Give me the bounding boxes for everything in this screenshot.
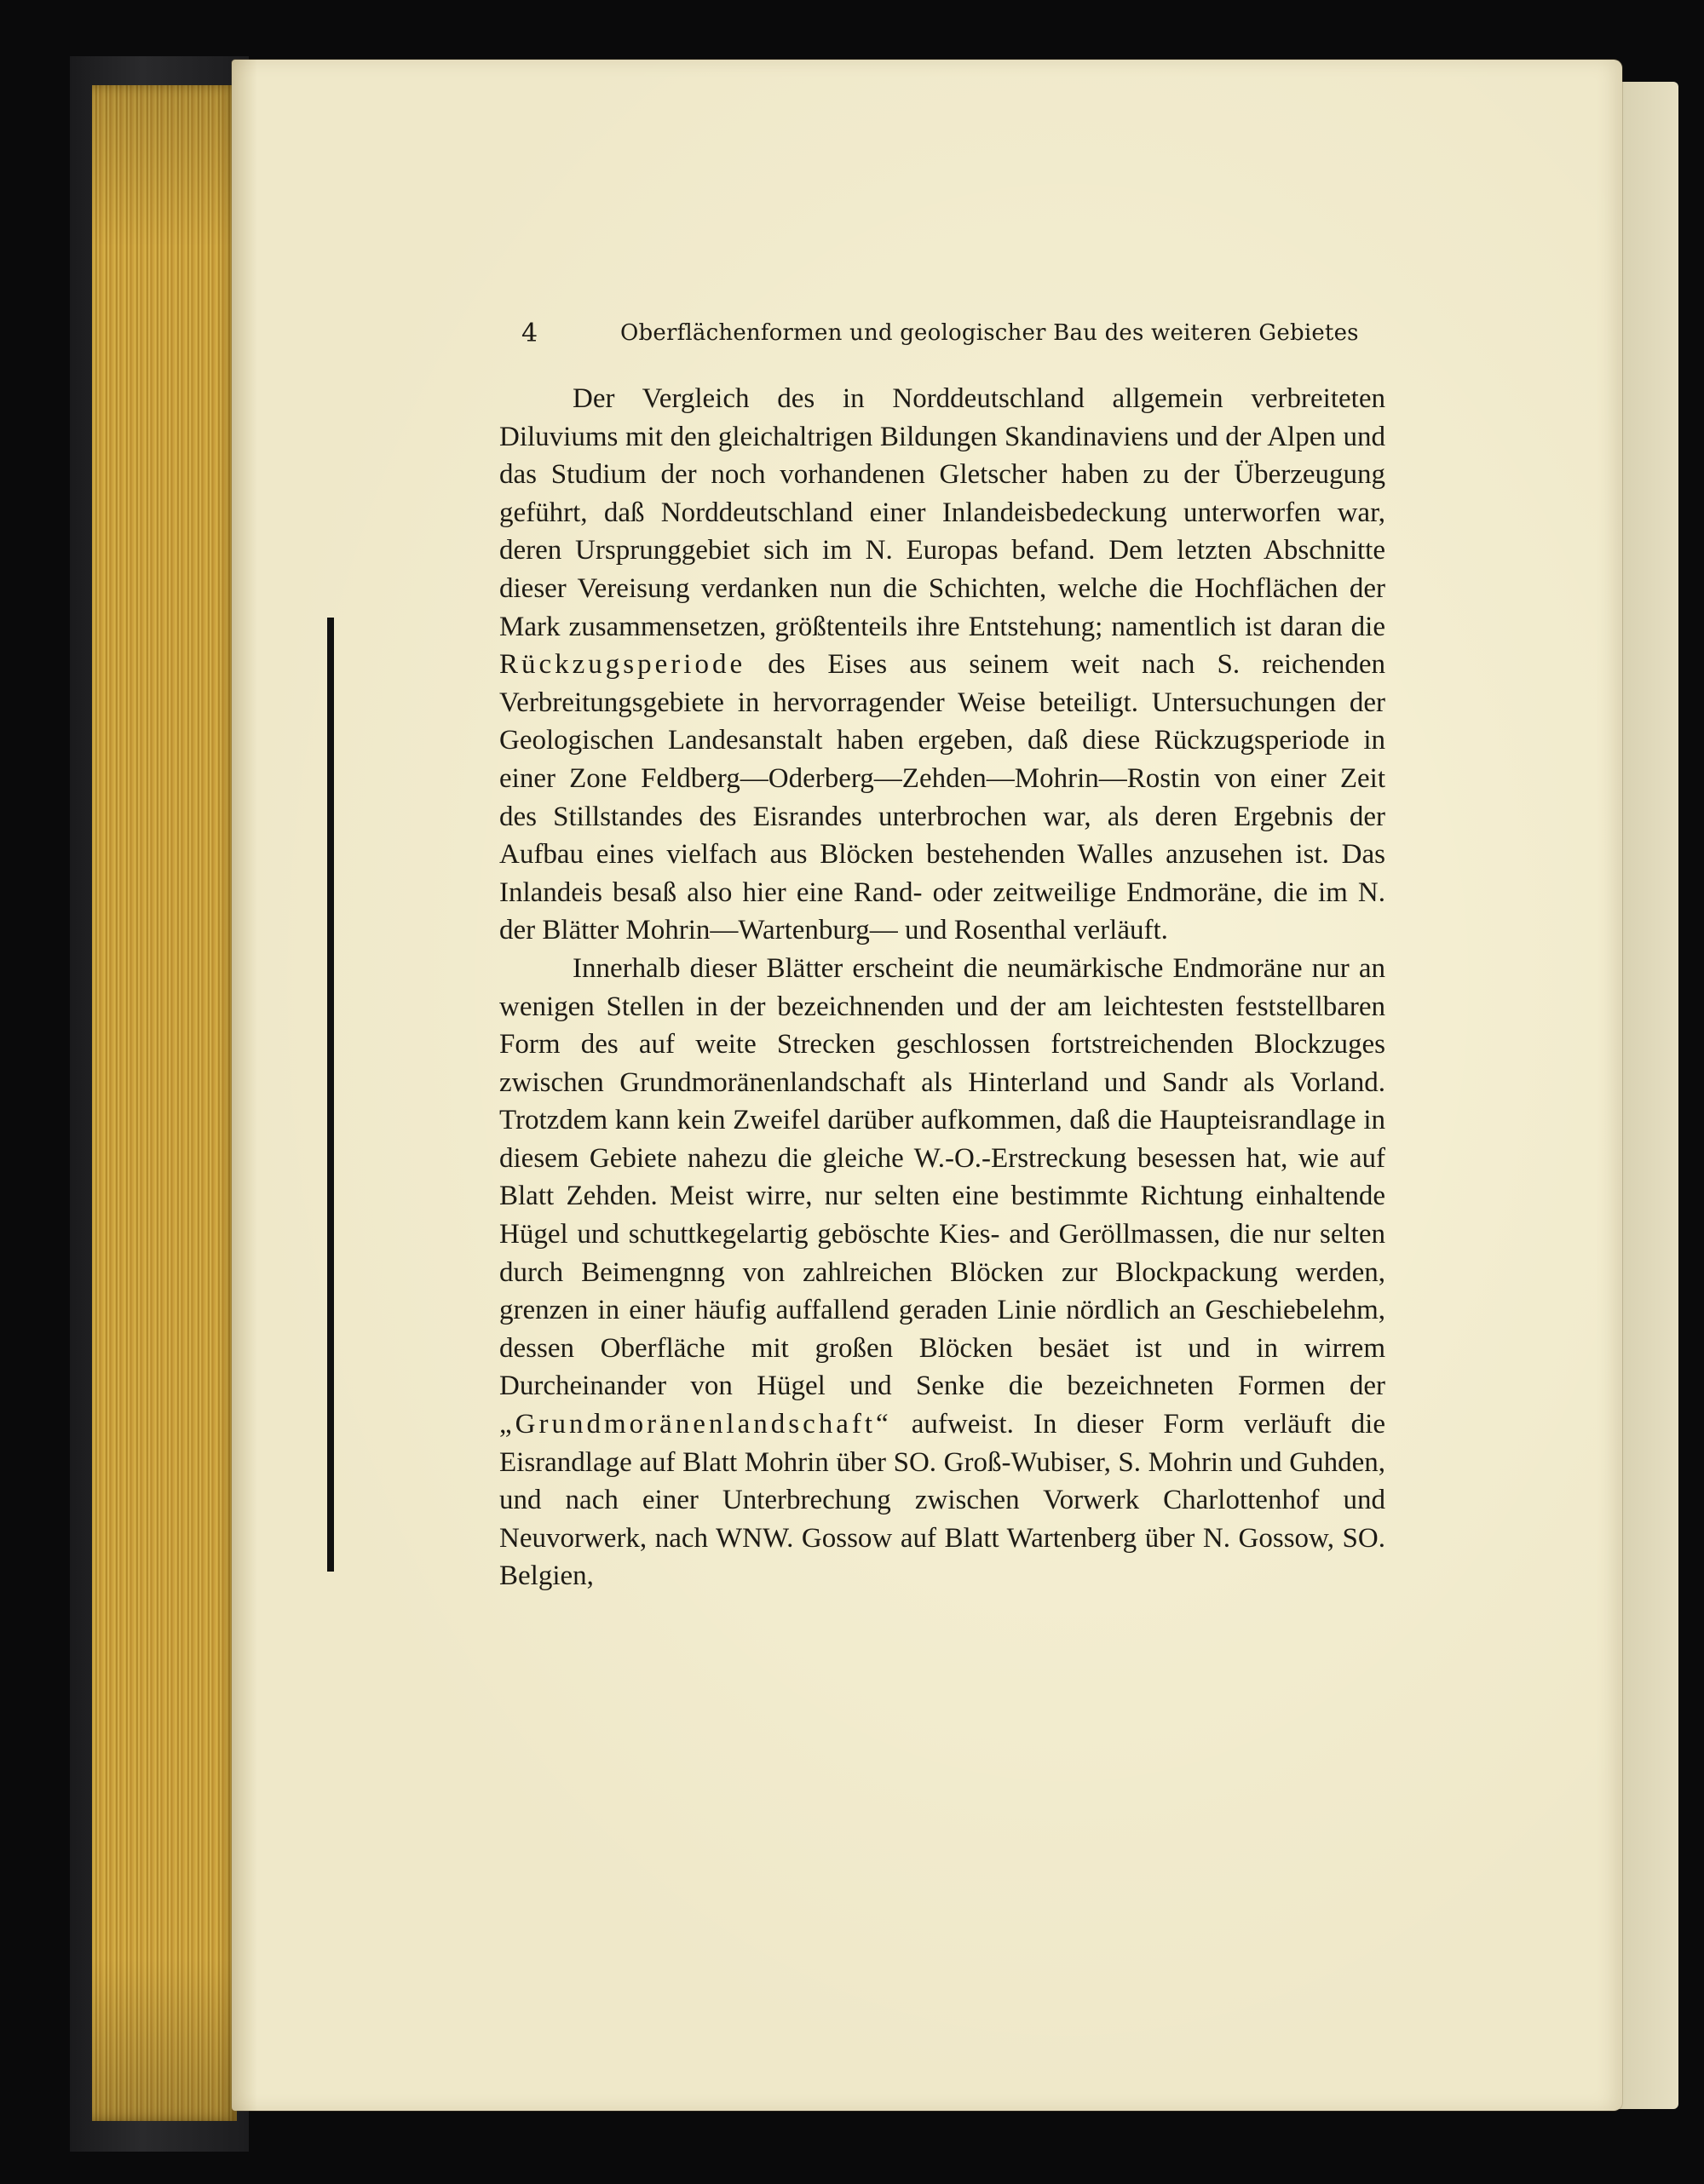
paragraph-text: des Eises aus seinem weit nach S. reichenden Verbreitungsgebiete in hervorragender Weise beteiligt. Untersuchungen der Geologischen Landesanstalt haben ergeben, daß diese Rückzugsperiode in einer Zone Feldberg—Oderberg—Zehden—Mohrin—Rostin von einer Zeit des Stillstandes des Eisrandes unterbrochen war, als deren Ergebnis der Aufbau eines vielfach aus Blöcken bestehenden Walles anzusehen ist. Das Inlandeis besaß also hier eine Rand- oder zeitweilige Endmoräne, die im N. der Blätter Mohrin—Wartenburg— und Rosenthal verläuft. <box>499 649 1385 946</box>
spaced-emphasis: „Grundmoränenlandschaft“ <box>499 1409 892 1440</box>
running-head <box>521 319 1359 353</box>
margin-shadow-line <box>327 618 334 1572</box>
page-number: 4 <box>521 319 538 348</box>
running-head-title: Oberflächenformen und geologischer Bau des weiteren Gebietes <box>620 320 1359 346</box>
paragraph-text: Der Vergleich des in Norddeutschland allgemein verbreiteten Diluviums mit den gleichaltrigen Bildungen Skandinaviens und der Alpen und das Studium der noch vorhandenen Gletscher haben zu der Überzeugung geführt, daß Norddeutschland einer Inlandeisbedeckung unterworfen war, deren Ursprunggebiet sich im N. Europas befand. Dem letzten Abschnitte dieser Vereisung verdanken nun die Schichten, welche die Hochflächen der Mark zusammensetzen, größtenteils ihre Entstehung; namentlich ist daran die <box>499 383 1385 642</box>
paragraph-text: Innerhalb dieser Blätter erscheint die neumärkische Endmoräne nur an wenigen Stellen in der bezeichnenden und der am leichtesten feststellbaren Form des auf weite Strecken geschlossen fortstreichenden Blockzuges zwischen Grundmoränenlandschaft als Hinterland und Sandr als Vorland. Trotzdem kann kein Zweifel darüber aufkommen, daß die Haupteisrandlage in diesem Gebiete nahezu die gleiche W.-O.-Erstreckung besessen hat, wie auf Blatt Zehden. Meist wirre, nur selten eine bestimmte Richtung einhaltende Hügel und schuttkegelartig geböschte Kies- and Geröllmassen, die nur selten durch Beimengnng von zahlreichen Blöcken zur Blockpackung werden, grenzen in einer häufig auffallend geraden Linie nördlich an Geschiebelehm, dessen Oberfläche mit großen Blöcken besäet ist und in wirrem Durcheinander von Hügel und Senke die bezeichneten Formen der <box>499 952 1385 1402</box>
spaced-emphasis: Rückzugsperiode <box>499 649 746 681</box>
paragraph <box>499 380 1385 950</box>
paragraph <box>499 950 1385 1595</box>
gilded-page-edges <box>92 85 237 2121</box>
paragraph-text: aufweist. In dieser Form verläuft die Eisrandlage auf Blatt Mohrin über SO. Groß-Wubiser, S. Mohrin und Guhden, und nach einer Unterbrechung zwischen Vorwerk Charlottenhof und Neuvorwerk, nach WNW. Gossow auf Blatt Wartenberg über N. Gossow, SO. Belgien, <box>499 1409 1385 1592</box>
body-text <box>499 380 1385 1595</box>
